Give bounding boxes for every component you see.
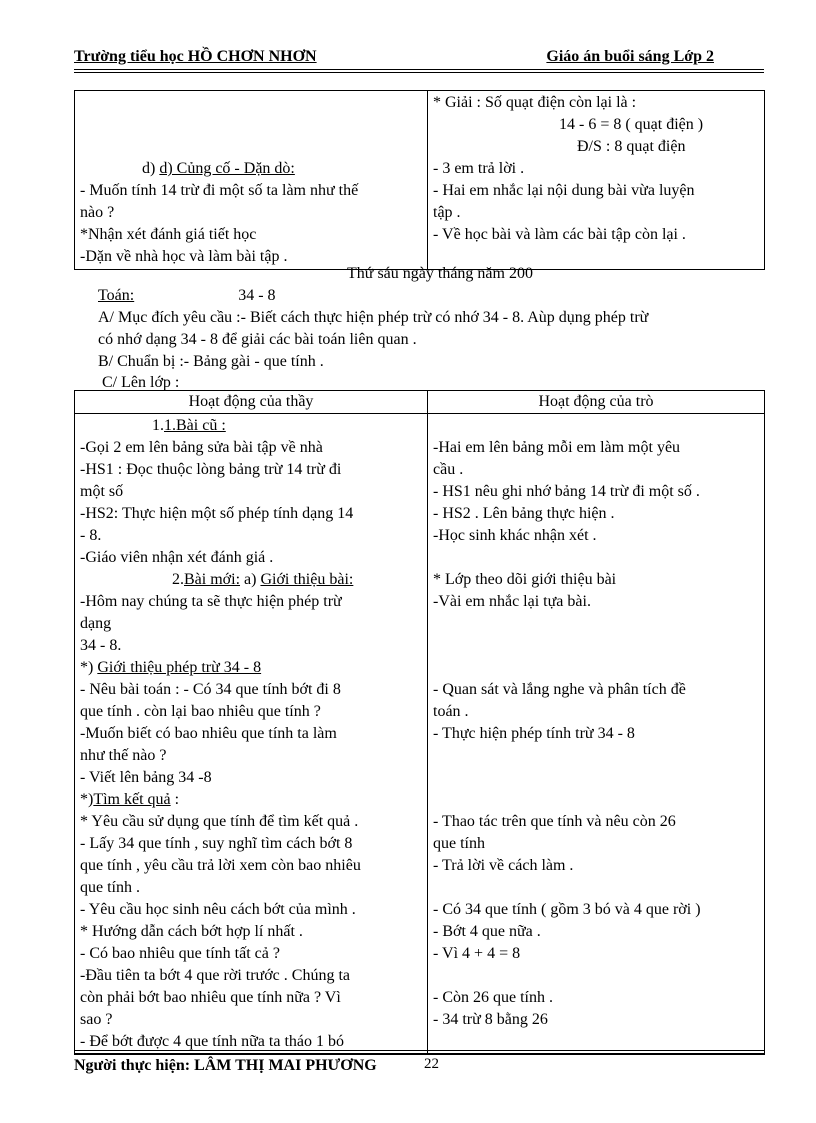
text-line: * Hướng dẫn cách bớt hợp lí nhất . [80,923,303,940]
text-line: que tính . [80,879,140,896]
footer-divider-secondary [74,1053,764,1054]
text-line: que tính . còn lại bao nhiêu que tính ? [80,703,321,720]
section-find-result: *)Tìm kết quả : [80,791,180,808]
text-line: - 8. [80,527,102,544]
text-line: -Hai em lên bảng mỗi em làm một yêu [433,439,681,456]
lesson-subject: Toán: 34 - 8 [98,287,276,304]
text-line: - Bớt 4 que nữa . [433,923,541,940]
section-new-lesson: 2.Bài mới: a) Giới thiệu bài: [172,571,354,588]
text-line: - Có bao nhiêu que tính tất cả ? [80,945,280,962]
solution-calc: 14 - 6 = 8 ( quạt điện ) [559,116,704,133]
text-line: -Học sinh khác nhận xét . [433,527,597,544]
text-line: - Có 34 que tính ( gồm 3 bó và 4 que rời ) [433,901,701,918]
preparation-line: B/ Chuẩn bị :- Bảng gài - que tính . [98,353,324,370]
text-line: - Yêu cầu học sinh nêu cách bớt của mình . [80,901,356,918]
teacher-activity-cell [75,91,428,270]
section-intro-subtraction: *) Giới thiệu phép trừ 34 - 8 [80,659,262,676]
consolidation-heading: d) d) Củng cố - Dặn dò: [142,160,295,177]
text-line: -HS2: Thực hiện một số phép tính dạng 14 [80,505,354,522]
steps-heading: C/ Lên lớp : [102,374,180,391]
teacher-activities [75,414,428,1055]
text-line: que tính , yêu cầu trả lời xem còn bao nhiêu [80,857,361,874]
text-line: -Gọi 2 em lên bảng sửa bài tập về nhà [80,439,323,456]
text-line: *Nhận xét đánh giá tiết học [80,226,257,243]
text-line: - Lấy 34 que tính , suy nghĩ tìm cách bớt 8 [80,835,353,852]
solution-line: * Giải : Số quạt điện còn lại là : [433,94,637,111]
text-line: - 3 em trả lời . [433,160,525,177]
footer-divider [74,1050,764,1051]
header-divider-secondary [74,72,764,73]
text-line: - Về học bài và làm các bài tập còn lại . [433,226,686,243]
text-line: toán . [433,703,469,720]
document-subject: Giáo án buổi sáng Lớp 2 [546,48,714,65]
activity-table [74,390,765,1055]
objective-line-1: A/ Mục đích yêu cầu :- Biết cách thực hiện phép trừ có nhớ 34 - 8. Aùp dụng phép trừ [98,309,649,326]
text-line: * Yêu cầu sử dụng que tính để tìm kết quả . [80,813,359,830]
header-divider [74,69,764,70]
text-line: như thế nào ? [80,747,167,764]
student-column-header: Hoạt động của trò [428,391,765,414]
student-activities [428,414,765,1055]
text-line: - Nêu bài toán : - Có 34 que tính bớt đi 8 [80,681,341,698]
text-line: - Trả lời về cách làm . [433,857,574,874]
text-line: -Vài em nhắc lại tựa bài. [433,593,591,610]
text-line: tập . [433,204,461,221]
text-line: nào ? [80,204,115,221]
section-old-lesson: 1.1.Bài cũ : [152,417,226,434]
text-line: còn phải bớt bao nhiêu que tính nữa ? Vì [80,989,341,1006]
text-line: -Đầu tiên ta bớt 4 que rời trước . Chúng ta [80,967,350,984]
text-line: - HS1 nêu ghi nhớ bảng 14 trừ đi một số . [433,483,700,500]
student-activity-cell [428,91,765,270]
objective-line-2: có nhớ dạng 34 - 8 để giải các bài toán liên quan . [98,331,417,348]
text-line: - Vì 4 + 4 = 8 [433,945,521,962]
text-line: - HS2 . Lên bảng thực hiện . [433,505,615,522]
text-line: sao ? [80,1011,113,1028]
text-line: dạng [80,615,112,632]
text-line: -HS1 : Đọc thuộc lòng bảng trừ 14 trừ đi [80,461,342,478]
text-line: -Giáo viên nhận xét đánh giá . [80,549,274,566]
text-line: - Thực hiện phép tính trừ 34 - 8 [433,725,635,742]
school-name: Trường tiểu học HỒ CHƠN NHƠN [74,48,317,65]
text-line: cầu . [433,461,464,478]
text-line: - 34 trừ 8 bằng 26 [433,1011,548,1028]
text-line: -Hôm nay chúng ta sẽ thực hiện phép trừ [80,593,342,610]
date-line: Thứ sáu ngày tháng năm 200 [347,265,533,282]
previous-lesson-table [74,90,765,270]
page-number: 22 [424,1056,439,1072]
text-line: - Thao tác trên que tính và nêu còn 26 [433,813,676,830]
text-line: -Muốn biết có bao nhiêu que tính ta làm [80,725,337,742]
text-line: - Còn 26 que tính . [433,989,553,1006]
text-line: * Lớp theo dõi giới thiệu bài [433,571,617,588]
solution-answer: Đ/S : 8 quạt điện [577,138,686,155]
lesson-title: 34 - 8 [238,287,276,304]
text-line: - Để bớt được 4 que tính nữa ta tháo 1 bó [80,1033,344,1050]
text-line: một số [80,483,124,500]
text-line: - Viết lên bảng 34 -8 [80,769,212,786]
text-line: - Muốn tính 14 trừ đi một số ta làm như thế [80,182,359,199]
text-line: - Quan sát và lắng nghe và phân tích đề [433,681,686,698]
text-line: -Dặn về nhà học và làm bài tập . [80,248,288,265]
text-line: que tính [433,835,485,852]
teacher-column-header: Hoạt động của thầy [75,391,428,414]
text-line: 34 - 8. [80,637,122,654]
page-header [74,48,764,70]
text-line: - Hai em nhắc lại nội dung bài vừa luyện [433,182,695,199]
footer-author: Người thực hiện: LÂM THỊ MAI PHƯƠNG [74,1057,377,1074]
